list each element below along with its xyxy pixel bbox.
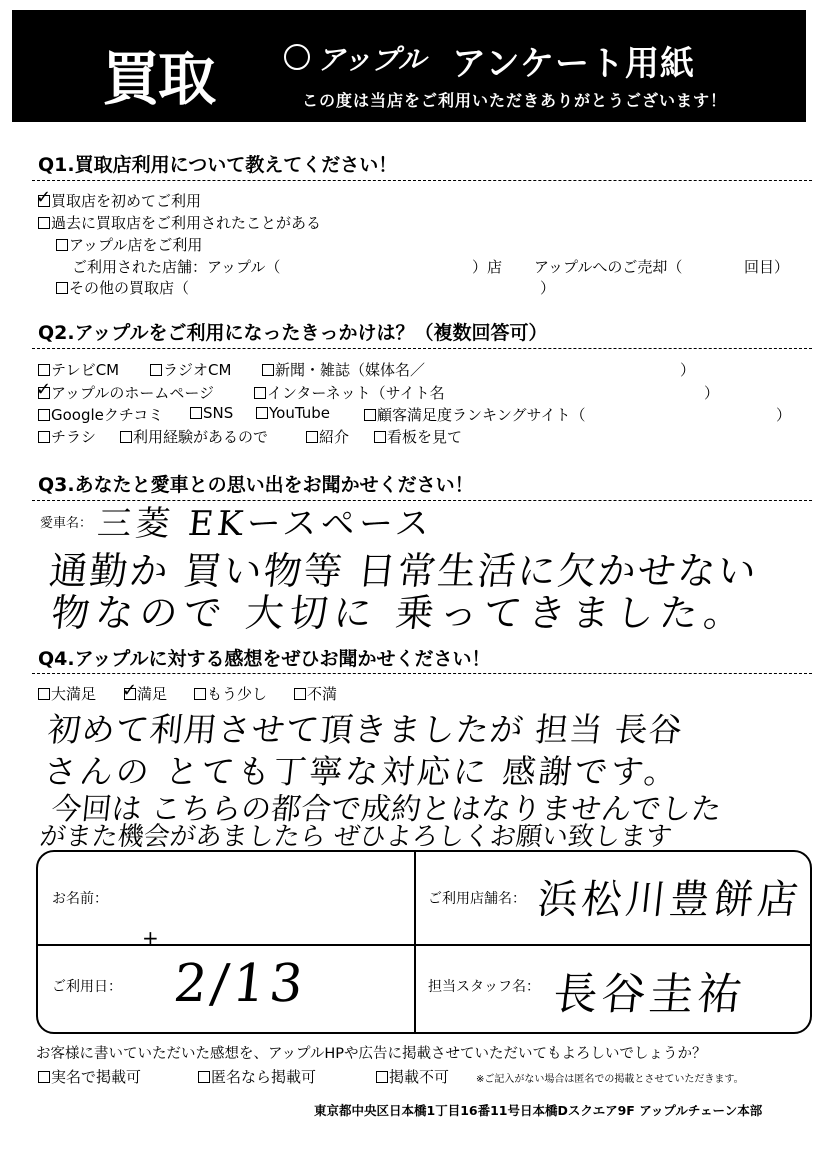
publish-option-no[interactable]: 掲載不可	[376, 1066, 449, 1087]
checkbox-checked[interactable]	[38, 387, 50, 399]
headquarters-address: 東京都中央区日本橋1丁目16番11号日本橋Dスクエア9F アップルチェーン本部	[314, 1103, 763, 1118]
q1-store-suffix: ）店	[472, 258, 503, 276]
q1-store-label: ご利用された店舗：アップル（	[72, 258, 281, 276]
q1-title: Q1.買取店利用について教えてください！	[38, 154, 398, 176]
q2-option-tv[interactable]: テレビCM	[38, 359, 119, 380]
q1-other-close: ）	[540, 279, 556, 297]
q3-car-label: 愛車名：	[40, 516, 93, 531]
q3-answer-line-2: 物なので 大切に 乗ってきました。	[49, 591, 751, 635]
q2-option-flyer[interactable]: チラシ	[38, 426, 96, 447]
q2-internet-close: ）	[704, 384, 720, 402]
q2-option-news[interactable]: 新聞・雑誌（媒体名／	[262, 359, 425, 380]
checkbox[interactable]	[194, 688, 206, 700]
checkbox[interactable]	[376, 1071, 388, 1083]
checkbox[interactable]	[364, 409, 376, 421]
q4-option-satisfied[interactable]: ✓ 満足	[124, 683, 167, 704]
q2-ranking-close: ）	[776, 406, 792, 424]
q4-answer-line-1: 初めて利用させて頂きましたが 担当 長谷	[45, 710, 685, 749]
checkbox[interactable]	[56, 282, 68, 294]
q1-count-suffix: 回目）	[744, 258, 790, 276]
q4-answer-line-4: がまた機会があましたら ぜひよろしくお願い致します	[38, 822, 674, 852]
checkbox[interactable]	[120, 431, 132, 443]
q4-option-more[interactable]: もう少し	[194, 683, 267, 704]
q2-option-internet[interactable]: インターネット（サイト名	[254, 382, 445, 403]
date-label: ご利用日：	[52, 979, 122, 995]
q4-option-very-satisfied[interactable]: 大満足	[38, 683, 96, 704]
q2-option-ranking[interactable]: 顧客満足度ランキングサイト（	[364, 404, 586, 425]
q1-option-first[interactable]: ✓買取店を初めてご利用	[38, 190, 201, 211]
publish-option-anonymous[interactable]: 匿名なら掲載可	[198, 1066, 316, 1087]
q1-option-past[interactable]: 過去に買取店をご利用されたことがある	[38, 212, 321, 233]
q3-answer-line-1: 通勤か 買い物等 日常生活に欠かせない	[47, 549, 761, 593]
q4-option-unsatisfied[interactable]: 不満	[294, 683, 337, 704]
q4-divider	[32, 673, 812, 674]
plus-mark-icon: +	[142, 926, 159, 950]
header-banner	[12, 10, 806, 122]
publish-consent-question: お客様に書いていただいた感想を、アップルHPや広告に掲載させていただいてもよろしいでしょうか？	[36, 1046, 707, 1062]
q1-divider	[32, 180, 812, 181]
checkbox-checked[interactable]	[124, 688, 136, 700]
checkbox[interactable]	[262, 364, 274, 376]
q2-option-radio[interactable]: ラジオCM	[150, 359, 231, 380]
q2-option-sign[interactable]: 看板を見て	[374, 426, 462, 447]
q2-divider	[32, 348, 812, 349]
q1-option-other[interactable]: その他の買取店（	[56, 277, 189, 298]
publish-note: ※ご記入がない場合は匿名での掲載とさせていただきます。	[476, 1074, 744, 1085]
form-title: アンケート用紙	[452, 44, 695, 84]
store-value: 浜松川豊餅店	[535, 877, 805, 923]
checkbox[interactable]	[150, 364, 162, 376]
apple-logo-icon	[284, 44, 310, 70]
q2-news-close: ）	[680, 361, 696, 379]
checkbox[interactable]	[190, 407, 202, 419]
staff-label: 担当スタッフ名：	[428, 979, 540, 995]
checkbox[interactable]	[56, 239, 68, 251]
publish-option-real-name[interactable]: 実名で掲載可	[38, 1066, 141, 1087]
name-label: お名前：	[52, 891, 108, 907]
customer-info-table	[36, 850, 812, 1034]
date-value: 2/13	[170, 954, 310, 1014]
table-divider-vertical	[414, 852, 416, 1032]
checkbox[interactable]	[198, 1071, 210, 1083]
checkbox[interactable]	[38, 217, 50, 229]
checkbox[interactable]	[254, 387, 266, 399]
q1-count-label: アップルへのご売却（	[534, 258, 683, 276]
q4-answer-line-2: さんの とても丁寧な対応に 感謝です。	[41, 752, 683, 791]
checkbox[interactable]	[38, 364, 50, 376]
checkbox[interactable]	[374, 431, 386, 443]
checkbox[interactable]	[38, 1071, 50, 1083]
q2-title: Q2.アップルをご利用になったきっかけは？（複数回答可）	[38, 322, 548, 344]
staff-value: 長谷圭祐	[550, 969, 749, 1020]
brand-name: アップル	[317, 43, 426, 76]
q2-option-google[interactable]: Googleクチコミ	[38, 404, 163, 425]
q2-option-youtube[interactable]: YouTube	[256, 404, 330, 422]
checkbox[interactable]	[256, 407, 268, 419]
checkbox[interactable]	[38, 431, 50, 443]
q2-option-experience[interactable]: 利用経験があるので	[120, 426, 268, 447]
checkbox[interactable]	[306, 431, 318, 443]
q2-option-sns[interactable]: SNS	[190, 404, 233, 422]
checkbox[interactable]	[38, 409, 50, 421]
checkbox[interactable]	[38, 688, 50, 700]
q1-option-apple[interactable]: アップル店をご利用	[56, 234, 202, 255]
checkbox[interactable]	[294, 688, 306, 700]
header-subtitle: この度は当店をご利用いただきありがとうございます！	[302, 91, 728, 110]
q4-title: Q4.アップルに対する感想をぜひお聞かせください！	[38, 648, 491, 670]
q4-answer-line-3: 今回は こちらの都合で成約とはなりませんでした	[49, 792, 724, 827]
checkbox-checked[interactable]	[38, 195, 50, 207]
q2-option-referral[interactable]: 紹介	[306, 426, 349, 447]
q2-option-homepage[interactable]: ✓アップルのホームページ	[38, 382, 214, 403]
q3-title: Q3.あなたと愛車との思い出をお聞かせください！	[38, 474, 474, 496]
store-label: ご利用店舗名：	[428, 891, 526, 907]
header-main-text: 買取	[102, 45, 215, 113]
q3-car-name: 三菱 EKースペース	[95, 504, 436, 544]
